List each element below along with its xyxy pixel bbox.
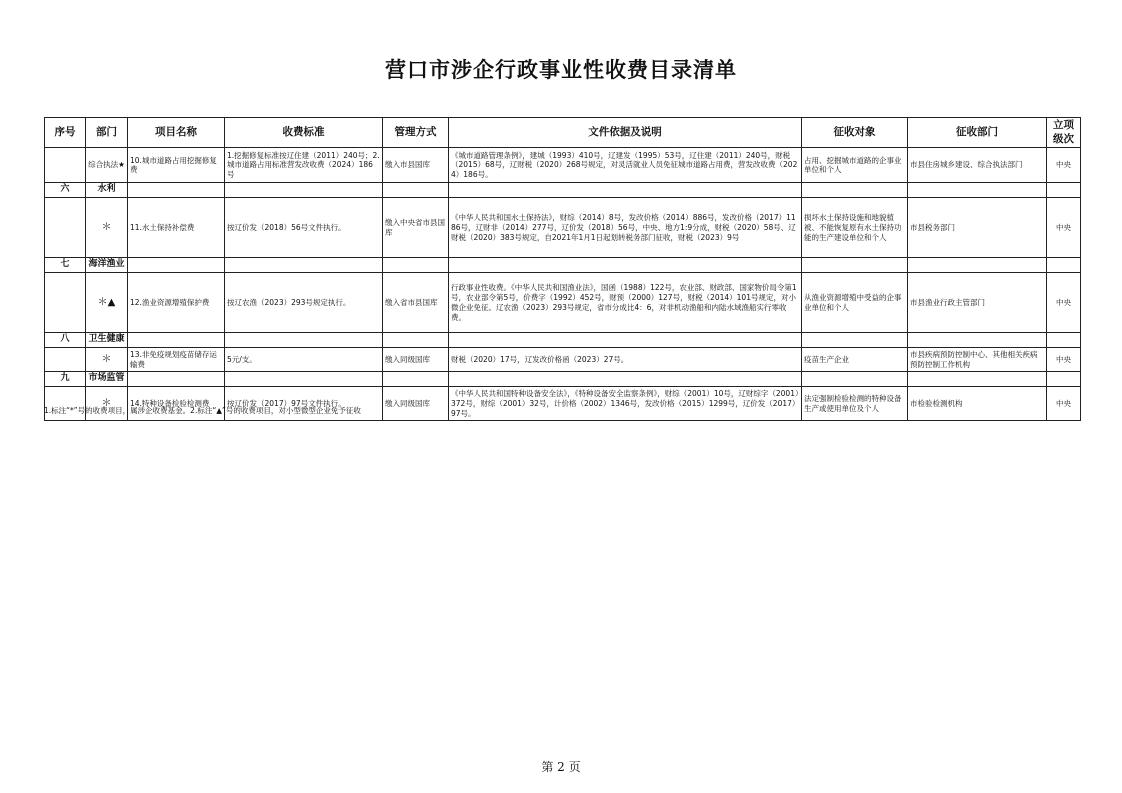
section-row [45,372,1081,387]
section-number: 九 [45,372,86,387]
row-department: 综合执法★ [86,148,128,183]
section-department: 海洋渔业 [86,258,128,273]
row-target: 法定强制检验检测的特种设备生产或使用单位及个人 [802,387,908,421]
section-department: 卫生健康 [86,333,128,348]
footnote: 1.标注“*”号的收费项目，属涉企收费基金。2.标注“▲”号的收费项目，对小型微型企业免予征收 [44,406,361,415]
row-collector: 市检验检测机构 [908,387,1047,421]
row-collector: 市县住房城乡建设、综合执法部门 [908,148,1047,183]
row-department: ＊▲ [86,273,128,333]
header-cell: 文件依据及说明 [449,118,802,148]
header-cell: 收费标准 [225,118,383,148]
row-target: 占用、挖掘城市道路的企事业单位和个人 [802,148,908,183]
header-cell: 部门 [86,118,128,148]
row-basis: 《中华人民共和国水土保持法》，财综（2014）8号，发改价格（2014）886号，发改价格（2017）1186号，辽财非（2014）277号，辽价发（2018）56号，中央、地方1:9分成，财税（2020）58号、辽财税（2020）383号规定，自2021年1月1日起划转税务部门征收，财税（2023）9号 [449,198,802,258]
row-level: 中央 [1047,348,1081,372]
row-item-name: 13.非免疫规划疫苗储存运输费 [128,348,225,372]
row-number [45,348,86,372]
row-target: 损坏水土保持设施和地貌植被、不能恢复原有水土保持功能的生产建设单位和个人 [802,198,908,258]
row-standard: 按辽价发（2018）56号文件执行。 [225,198,383,258]
row-management: 缴入中央省市县国库 [383,198,449,258]
row-management: 缴入同级国库 [383,348,449,372]
row-level: 中央 [1047,387,1081,421]
section-row [45,258,1081,273]
header-cell: 立项级次 [1047,118,1081,148]
section-number: 七 [45,258,86,273]
page-title: 营口市涉企行政事业性收费目录清单 [385,57,737,82]
section-row [45,183,1081,198]
row-number [45,148,86,183]
table-row [45,273,1081,333]
row-basis: 《中华人民共和国特种设备安全法》，《特种设备安全监察条例》，财综（2001）10号，辽财综字（2001）372号，财综（2001）32号，计价格（2002）1346号，发改价格（2015）1299号，辽价发（2017）97号。 [449,387,802,421]
row-standard: 5元/支。 [225,348,383,372]
section-row [45,333,1081,348]
section-number: 六 [45,183,86,198]
row-number [45,273,86,333]
row-level: 中央 [1047,198,1081,258]
row-department: ＊ [86,348,128,372]
row-standard: 按辽农渔（2023）293号规定执行。 [225,273,383,333]
header-cell: 管理方式 [383,118,449,148]
row-item-name: 12.渔业资源增殖保护费 [128,273,225,333]
section-department: 市场监管 [86,372,128,387]
header-cell: 项目名称 [128,118,225,148]
fee-table [44,117,1081,421]
row-department: ＊ [86,198,128,258]
row-item-name: 10.城市道路占用挖掘修复费 [128,148,225,183]
row-collector: 市县渔业行政主管部门 [908,273,1047,333]
row-item-name: 11.水土保持补偿费 [128,198,225,258]
row-target: 疫苗生产企业 [802,348,908,372]
table-header-row [45,118,1081,148]
row-standard: 1.挖掘修复标准按辽住建（2011）240号；2.城市道路占用标准营发改收费（2024）186号 [225,148,383,183]
table-row [45,348,1081,372]
section-department: 水利 [86,183,128,198]
header-cell: 序号 [45,118,86,148]
header-cell: 征收对象 [802,118,908,148]
row-management: 缴入市县国库 [383,148,449,183]
row-level: 中央 [1047,273,1081,333]
table-row [45,198,1081,258]
row-target: 从渔业资源增殖中受益的企事业单位和个人 [802,273,908,333]
row-basis: 行政事业性收费。《中华人民共和国渔业法》，国函（1988）122号，农业部、财政部、国家物价局令第1号，农业部令第5号，价费字（1992）452号，财预（2000）127号，财税（2014）101号规定，对小微企业免征。辽农渔（2023）293号规定，省市分成比4：6，对非机动渔船和内陆水域渔船实行零收费。 [449,273,802,333]
row-management: 缴入省市县国库 [383,273,449,333]
row-department: ＊ [86,387,128,421]
table-row [45,148,1081,183]
page-number: 第 2 页 [541,760,581,774]
row-standard: 按辽价发（2017）97号文件执行。 [225,387,383,421]
header-cell: 征收部门 [908,118,1047,148]
row-basis: 《城市道路管理条例》，建城（1993）410号，辽建发（1995）53号，辽住建（2011）240号，财税（2015）68号，辽财税（2020）268号规定，对灵活就业人员免征城市道路占用费，营发改收费（2024）186号。 [449,148,802,183]
row-number [45,198,86,258]
row-level: 中央 [1047,148,1081,183]
section-number: 八 [45,333,86,348]
row-item-name: 14.特种设备检验检测费 [128,387,225,421]
row-management: 缴入同级国库 [383,387,449,421]
row-collector: 市县疾病预防控制中心、其他相关疾病预防控制工作机构 [908,348,1047,372]
row-collector: 市县税务部门 [908,198,1047,258]
row-basis: 财税（2020）17号，辽发改价格函（2023）27号。 [449,348,802,372]
